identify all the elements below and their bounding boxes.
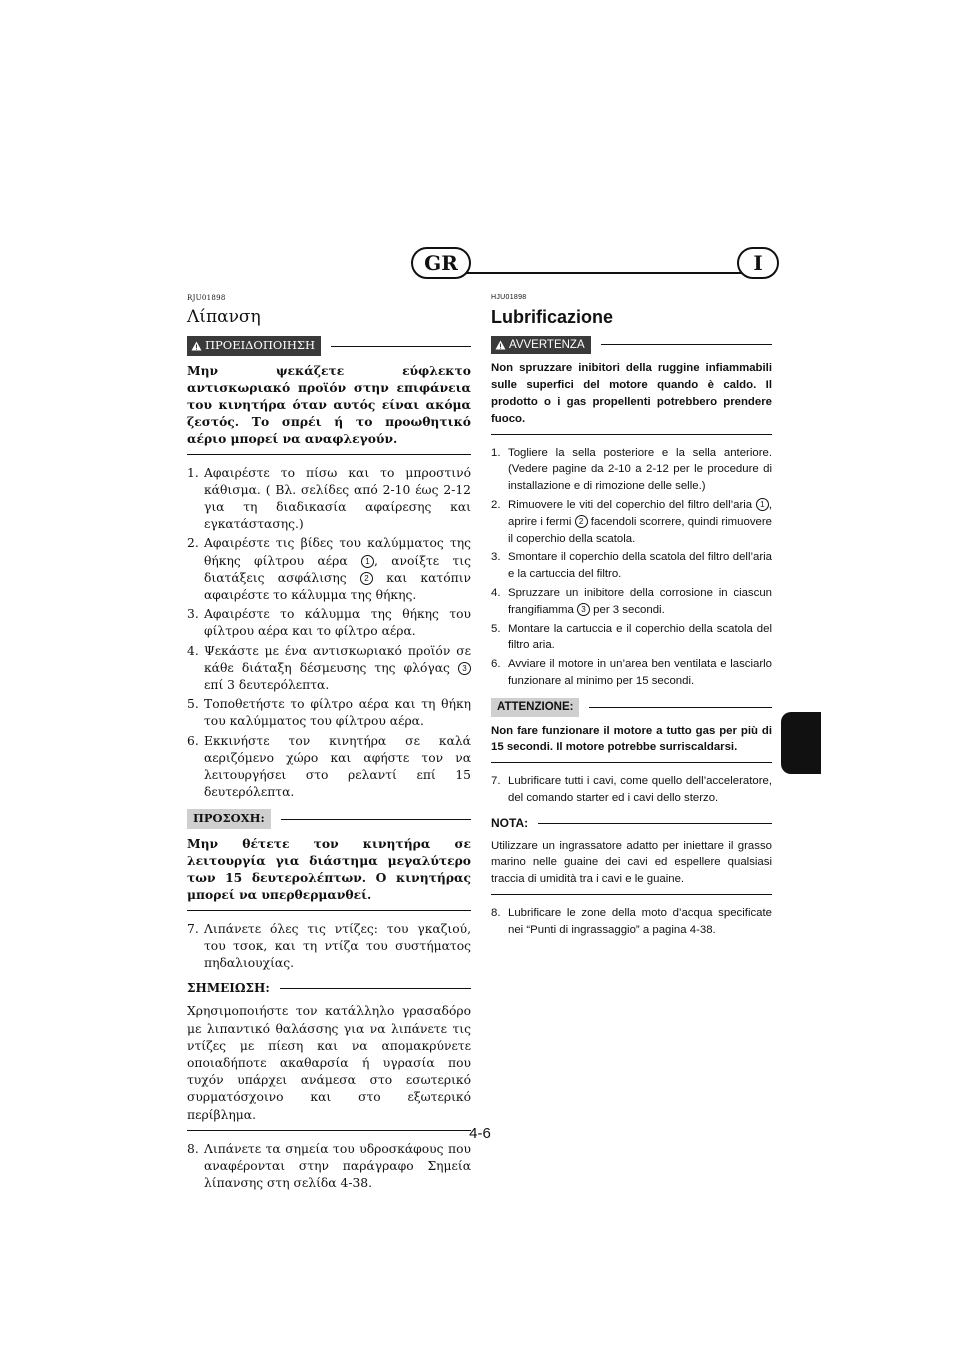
list-item: 6. Εκκινήστε τον κινητήρα σε καλά αεριζόμενο χώρο και αφήστε τον να λειτουργήσει στο ρελαντί επί 15 δευτερόλεπτα. bbox=[187, 733, 471, 800]
list-item: 8. Lubrificare le zone della moto d’acqua specificate nei “Punti di ingrassaggio” a pagina 4-38. bbox=[491, 906, 772, 936]
callout-3: 3 bbox=[458, 662, 471, 675]
caution-header bbox=[491, 698, 772, 717]
caution-text: Μην θέτετε τον κινητήρα σε λειτουργία για διάστημα μεγαλύτερο των 15 δευτερολέπτων. Ο κινητήρας μπορεί να υπερθερμανθεί. bbox=[187, 835, 471, 903]
section-ref-code: RJU01898 bbox=[187, 294, 226, 302]
list-item: 4. Spruzzare un inibitore della corrosione in ciascun frangifiamma 3 per 3 secondi. bbox=[491, 586, 772, 616]
list-item: 4. Ψεκάστε με ένα αντισκωριακό προϊόν σε κάθε διάταξη δέσμευσης της φλόγας 3 επί 3 δευτερόλεπτα. bbox=[187, 643, 471, 693]
callout-2: 2 bbox=[575, 515, 588, 528]
greek-column bbox=[187, 290, 471, 1200]
list-item: 5. Τοποθετήστε το φίλτρο αέρα και τη θήκη του καλύμματος του φίλτρου αέρα. bbox=[187, 697, 471, 729]
warning-label: AVVERTENZA bbox=[491, 336, 591, 355]
list-item: 7. Λιπάνετε όλες τις ντίζες: του γκαζιού, του τσοκ, και τη ντίζα του συστήματος πηδαλιουχίας. bbox=[187, 921, 471, 970]
list-item: 7. Lubrificare tutti i cavi, come quello dell’acceleratore, del comando starter ed i cavi dello sterzo. bbox=[491, 775, 772, 804]
steps-list bbox=[491, 905, 772, 939]
steps-list bbox=[491, 445, 772, 690]
note-label: ΣΗΜΕΙΩΣΗ: bbox=[187, 981, 270, 996]
warning-box bbox=[187, 362, 471, 455]
note-header bbox=[491, 815, 772, 832]
list-item: 5. Montare la cartuccia e il coperchio della scatola del filtro aria. bbox=[491, 622, 772, 652]
warning-label: ΠΡΟΕΙΔΟΠΟΙΗΣΗ bbox=[187, 336, 321, 355]
list-item: 2. Rimuovere le viti del coperchio del filtro dell’aria 1 , aprire i fermi 2 facendoli scorrere, quindi rimuovere il coperchio della scatola. bbox=[491, 498, 772, 545]
note-box bbox=[491, 838, 772, 895]
steps-list bbox=[187, 1141, 471, 1193]
warning-header bbox=[187, 336, 471, 355]
note-text: Utilizzare un ingrassatore adatto per iniettare il grasso marino nelle guaine dei cavi ed espellere qualsiasi traccia di umidità tra i cavi e le guaine. bbox=[491, 839, 772, 886]
callout-1: 1 bbox=[756, 498, 769, 511]
caution-box bbox=[187, 835, 471, 911]
list-item: 3. Αφαιρέστε το κάλυμμα της θήκης του φίλτρου αέρα και το φίλτρο αέρα. bbox=[187, 607, 471, 639]
language-badge-i: I bbox=[737, 247, 779, 279]
warning-header bbox=[491, 336, 772, 355]
list-item: 2. Αφαιρέστε τις βίδες του καλύμματος της θήκης φίλτρου αέρα 1 , ανοίξτε τις διατάξεις ασφάλισης 2 και κατόπιν αφαιρέστε το κάλυμμα της θήκης. bbox=[187, 536, 471, 603]
section-title: Λίπανση bbox=[187, 307, 261, 328]
warning-triangle-icon bbox=[495, 340, 506, 350]
note-box bbox=[187, 1003, 471, 1130]
list-item: 3. Smontare il coperchio della scatola del filtro dell’aria e la cartuccia del filtro. bbox=[491, 551, 772, 581]
list-item: 1. Togliere la sella posteriore e la sella anteriore. (Vedere pagine da 2-10 a 2-12 per le procedure di installazione e di rimozione delle selle.) bbox=[491, 446, 772, 493]
italian-column bbox=[491, 290, 772, 947]
callout-3: 3 bbox=[577, 603, 590, 616]
warning-text: Μην ψεκάζετε εύφλεκτο αντισκωριακό προϊόν στην επιφάνεια του κινητήρα όταν αυτός είναι ακόμα ζεστός. Το σπρέι ή το προωθητικό αέριο μπορεί να αναφλεγούν. bbox=[187, 362, 471, 447]
warning-box bbox=[491, 360, 772, 434]
caution-header bbox=[187, 809, 471, 828]
section-ref-code: HJU01898 bbox=[491, 294, 527, 301]
header-rule bbox=[437, 272, 774, 274]
steps-list bbox=[187, 465, 471, 802]
steps-list bbox=[491, 773, 772, 807]
caution-label: ΠΡΟΣΟΧΗ: bbox=[187, 809, 271, 828]
caution-box bbox=[491, 723, 772, 764]
page-number: 4-6 bbox=[469, 1125, 491, 1142]
caution-label: ATTENZIONE: bbox=[491, 698, 579, 717]
callout-1: 1 bbox=[361, 555, 374, 568]
chapter-tab bbox=[781, 712, 821, 774]
section-title: Lubrificazione bbox=[491, 306, 614, 327]
caution-text: Non fare funzionare il motore a tutto gas per più di 15 secondi. Il motore potrebbe surriscaldarsi. bbox=[491, 724, 772, 754]
note-text: Χρησιμοποιήστε τον κατάλληλο γρασαδόρο με λιπαντικό θαλάσσης για να λιπάνετε τις ντίζες με πίεση και να απομακρύνετε οποιαδήποτε ακαθαρσία ή υγρασία που τυχόν υπάρχει ανάμεσα στο εσωτερικό συρματόσχοινο και στο εξωτερικό περίβλημα. bbox=[187, 1004, 471, 1122]
language-badge-gr: GR bbox=[411, 247, 471, 279]
warning-triangle-icon bbox=[191, 341, 202, 351]
list-item: 1. Αφαιρέστε το πίσω και το μπροστινό κάθισμα. ( Βλ. σελίδες από 2-10 έως 2-12 για τη διαδικασία αφαίρεσης και εγκατάστασης.) bbox=[187, 465, 471, 532]
note-header bbox=[187, 980, 471, 997]
callout-2: 2 bbox=[360, 572, 373, 585]
steps-list bbox=[187, 921, 471, 973]
warning-text: Non spruzzare inibitori della ruggine infiammabili sulle superfici del motore quando è caldo. Il prodotto o i gas propellenti potrebbero prendere fuoco. bbox=[491, 362, 772, 425]
list-item: 8. Λιπάνετε τα σημεία του υδροσκάφους που αναφέρονται στην παράγραφο Σημεία λίπανσης στη σελίδα 4-38. bbox=[187, 1141, 471, 1191]
note-label: NOTA: bbox=[491, 815, 529, 830]
list-item: 6. Avviare il motore in un’area ben ventilata e lasciarlo funzionare al minimo per 15 secondi. bbox=[491, 658, 772, 687]
